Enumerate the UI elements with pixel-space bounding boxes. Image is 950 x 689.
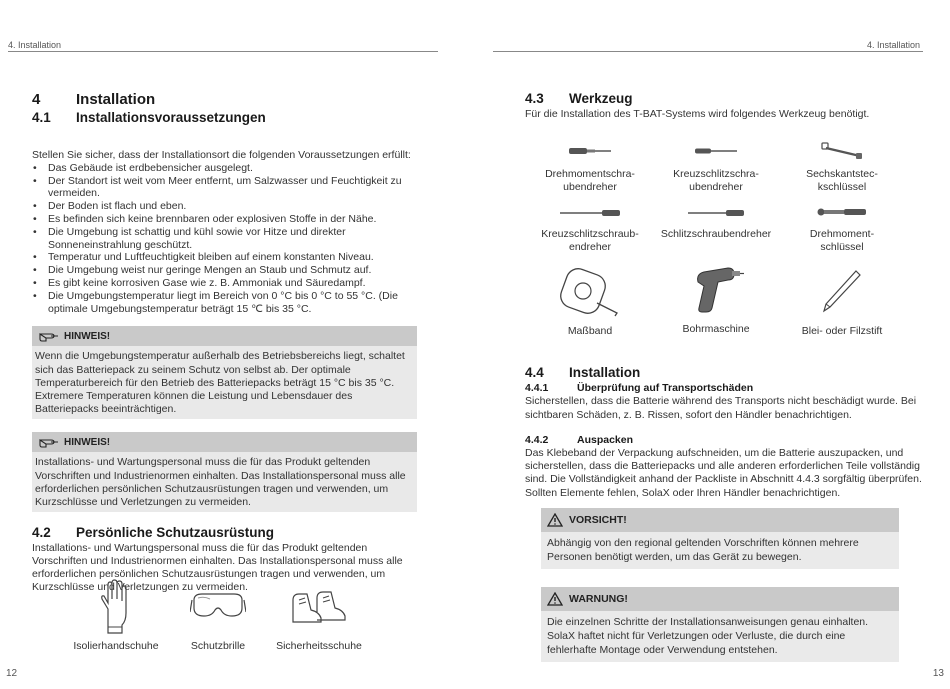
tool-torque-wrench (779, 204, 905, 254)
warning-label: WARNUNG! (569, 592, 628, 605)
ppe-goggles (172, 578, 264, 653)
tool-tape-measure (527, 262, 653, 338)
subsubsection-title: Überprüfung auf Transportschäden (577, 382, 754, 394)
right-page (475, 0, 950, 689)
torque-wrench-icon (779, 204, 905, 222)
subsubsection-number: 4.4.1 (525, 382, 549, 394)
tool-label: Maßband (567, 325, 613, 337)
list-item: • Die Umgebung weist nur geringe Mengen an Staub und Schmutz auf. (32, 264, 418, 277)
screwdriver-icon (527, 204, 653, 222)
tool-phillips-screwdriver (653, 140, 779, 194)
section-title: Installation (76, 91, 156, 108)
warning-header (541, 587, 899, 611)
list-item: • Das Gebäude ist erdbebensicher ausgelegt. (32, 162, 418, 175)
right-content (525, 90, 925, 121)
subsection-title: Installation (569, 365, 641, 380)
page-number: 13 (932, 668, 944, 679)
list-item: • Die Umgebung ist schattig und kühl sowie vor Hitze und direkter Sonneneinstrahlung geschützt. (32, 226, 418, 252)
tape-measure-icon (527, 262, 653, 320)
subsubsection-heading-4-4-2 (525, 434, 925, 447)
tool-label: Sechskantstec- kschlüssel (806, 168, 878, 193)
header-rule (493, 51, 923, 52)
caution-box (541, 508, 899, 569)
tool-slotted-screwdriver (653, 204, 779, 241)
safety-goggles-icon (172, 578, 264, 636)
tool-label: Kreuzschlitzschra- ubendreher (673, 168, 759, 193)
list-item: • Temperatur und Luftfeuchtigkeit bleiben auf einem konstanten Niveau. (32, 251, 418, 264)
ppe-label: Schutzbrille (190, 640, 246, 652)
subsubsection-title: Auspacken (577, 434, 634, 446)
list-item: • Der Boden ist flach und eben. (32, 200, 418, 213)
tools-intro: Für die Installation des T-BAT-Systems wird folgendes Werkzeug benötigt. (525, 108, 870, 120)
subsection-title: Persönliche Schutzausrüstung (76, 525, 275, 541)
page-number: 12 (6, 668, 18, 679)
subsection-heading-4-1 (32, 109, 418, 127)
subsection-number: 4.4 (525, 365, 544, 380)
warning-triangle-icon (547, 513, 563, 527)
pointing-hand-icon (38, 330, 60, 342)
tool-phillips-screwdriver-2 (527, 204, 653, 254)
section-heading (32, 90, 418, 109)
list-item: • Es befinden sich keine brennbaren oder explosiven Stoffe in der Nähe. (32, 213, 418, 226)
note-header (32, 326, 417, 346)
list-item: • Es gibt keine korrosiven Gase wie z. B. Ammoniak und Säuredampf. (32, 277, 418, 290)
running-header: 4. Installation (866, 40, 920, 50)
torque-screwdriver-icon (527, 140, 653, 162)
left-content (32, 90, 418, 593)
caution-header (541, 508, 899, 532)
subsection-number: 4.1 (32, 110, 51, 125)
section-number: 4 (32, 91, 41, 108)
subsection-heading-4-3 (525, 90, 925, 108)
subsubsection-heading-4-4-1 (525, 382, 925, 395)
tool-marker (779, 262, 905, 338)
ppe-label: Isolierhandschuhe (73, 640, 159, 652)
tool-drill (653, 262, 779, 336)
hex-key-icon (779, 140, 905, 162)
note-box (32, 432, 417, 512)
tool-label: Kreuzschlitzschraub- endreher (541, 228, 639, 253)
note-text: Wenn die Umgebungstemperatur außerhalb des Betriebsbereichs liegt, schaltet sich das Batteriepack zu seinem Schutz von selbst ab. Der optimale Temperaturbereich für den Betrieb des Batteriepacks beträgt 15 °C bis 35 °C. Extremere Temperaturen können die Leistung und Lebensdauer des Batteriepacks beeinträchtigen. (35, 350, 405, 416)
header-rule (8, 51, 438, 52)
transport-check-text: Sicherstellen, dass die Batterie während des Transports nicht beschädigt wurde. Bei sichtbaren Schäden, z. B. Rissen, sofort den Händler benachrichtigen. (525, 395, 917, 421)
warning-text: Die einzelnen Schritte der Installationsanweisungen genau einhalten. SolaX haftet nicht für Verletzungen oder Verluste, die durch eine fehlerhafte Montage oder Verwendung entstehen. (547, 615, 869, 656)
tool-label: Blei- oder Filzstift (801, 325, 883, 337)
warning-box (541, 587, 899, 662)
phillips-screwdriver-icon (653, 140, 779, 162)
ppe-text: Installations- und Wartungspersonal muss die für das Produkt geltenden Vorschriften und Industrienormen einhalten. Das Installationspersonal muss alle erforderlichen persönlichen Schutzausrüstungen tragen und verwenden, um Kurzschlüsse und Verletzungen zu vermeiden. (32, 542, 403, 593)
unpacking-text: Das Klebeband der Verpackung aufschneiden, um die Batterie auszupacken, und sicherstellen, dass die Batteriepacks und alle anderen erforderlichen Teile vollständig sind. Die Vollständigkeit anhand der Packliste in Abschnitt 4.4.3 sorgfältig überprüfen. Sollten Elemente fehlen, SolaX oder Ihren Händler benachrichtigen. (525, 447, 922, 499)
note-header (32, 432, 417, 452)
warning-triangle-icon (547, 592, 563, 606)
note-text: Installations- und Wartungspersonal muss die für das Produkt geltenden Vorschriften und Industrienormen einhalten. Das Installationspersonal muss alle erforderlichen persönlichen Schutzausrüstungen tragen und verwenden, um Kurzschlüsse und Verletzungen zu vermeiden. (35, 456, 406, 508)
installation-section (525, 364, 925, 662)
note-box (32, 326, 417, 419)
note-label: HINWEIS! (64, 330, 111, 342)
tool-torque-screwdriver (527, 140, 653, 194)
tool-label: Schlitzschraubendreher (660, 228, 772, 240)
ppe-gloves (60, 578, 172, 653)
subsection-number: 4.2 (32, 525, 51, 541)
ppe-shoes (266, 578, 372, 653)
caution-label: VORSICHT! (569, 513, 627, 526)
requirements-intro: Stellen Sie sicher, dass der Installationsort die folgenden Voraussetzungen erfüllt: (32, 149, 411, 161)
tool-label: Drehmoment- schlüssel (809, 228, 875, 253)
list-item: • Der Standort ist weit vom Meer entfernt, um Salzwasser und Feuchtigkeit zu vermeiden. (32, 175, 418, 201)
pointing-hand-icon (38, 436, 60, 448)
note-label: HINWEIS! (64, 436, 111, 448)
running-header: 4. Installation (8, 40, 62, 50)
subsection-title: Werkzeug (569, 91, 633, 106)
drill-icon (653, 262, 779, 318)
tool-label: Bohrmaschine (682, 323, 750, 335)
list-item: • Die Umgebungstemperatur liegt im Bereich von 0 °C bis 0 °C to 55 °C. (Die optimale Umgebungstemperatur beträgt 15 ℃ bis 35 °C. (32, 290, 418, 316)
gloves-icon (60, 578, 172, 636)
subsubsection-number: 4.4.2 (525, 434, 549, 446)
slotted-screwdriver-icon (653, 204, 779, 222)
tool-hex-key (779, 140, 905, 194)
subsection-heading-4-2 (32, 524, 418, 542)
ppe-label: Sicherheitsschuhe (276, 640, 362, 652)
subsection-title: Installationsvoraussetzungen (76, 110, 266, 125)
subsection-heading-4-4 (525, 364, 925, 382)
requirements-list (32, 162, 418, 316)
pencil-icon (779, 262, 905, 320)
subsection-number: 4.3 (525, 91, 544, 106)
caution-text: Abhängig von den regional geltenden Vorschriften können mehrere Personen benötigt werden, um das Gerät zu bewegen. (547, 536, 859, 563)
safety-shoes-icon (266, 578, 372, 636)
tool-label: Drehmomentschra- ubendreher (545, 168, 635, 193)
